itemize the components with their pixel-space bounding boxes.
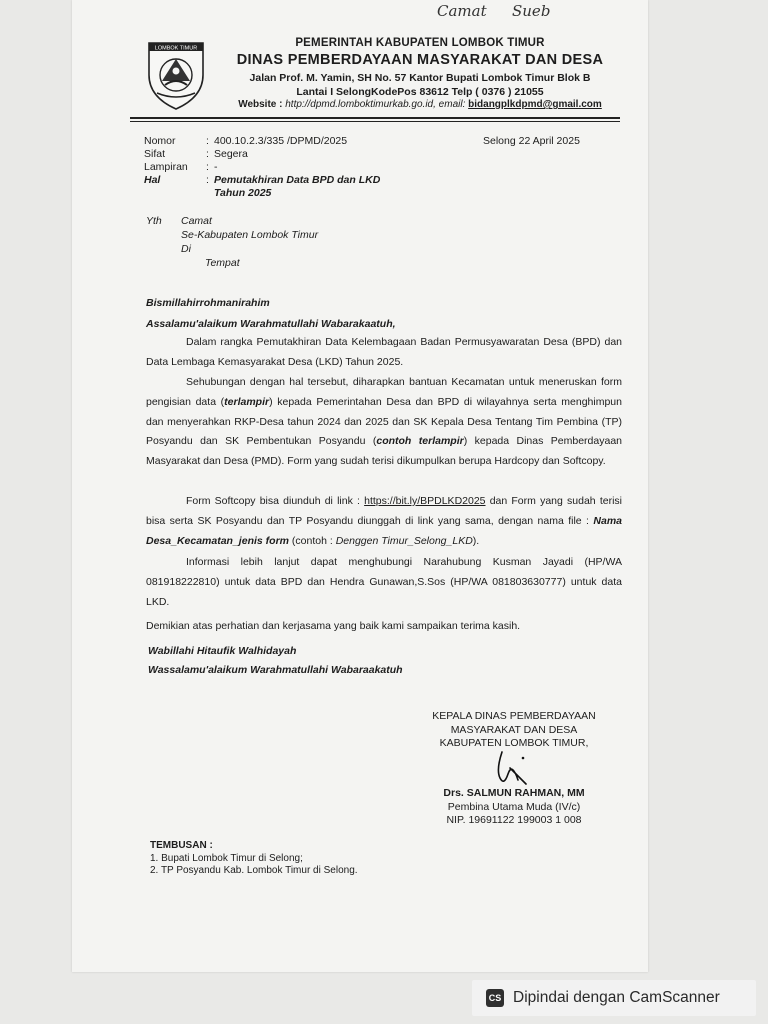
logo-text: LOMBOK TIMUR <box>154 45 198 52</box>
tembusan-title: TEMBUSAN : <box>150 840 213 851</box>
handwritten-signature <box>488 744 538 790</box>
bismillah: Bismillahirrohmanirahim <box>146 297 270 309</box>
paragraph-3-filename-example: Denggen Timur_Selong_LKD <box>335 534 473 547</box>
letterhead-postal-phone: Lantai I SelongKodePos 83612 Telp ( 0376 ) 21055 <box>296 86 544 98</box>
tembusan-item-1: 1. Bupati Lombok Timur di Selong; <box>150 852 303 864</box>
email-label: email: <box>438 99 466 110</box>
softcopy-download-link[interactable]: https://bit.ly/BPDLKD2025 <box>364 495 486 507</box>
email-address: bidangplkdpmd@gmail.com <box>468 99 602 110</box>
recipient-line2: Se-Kabupaten Lombok Timur <box>181 229 319 241</box>
handwritten-note-name: Sueb <box>512 2 551 20</box>
paragraph-4-text: Informasi lebih lanjut dapat menghubungi Narahubung Kusman Jayadi (HP/WA 081918222810) untuk data BPD dan Hendra Gunawan,S.Sos (HP/WA 081803630777) untuk data LKD. <box>146 556 622 608</box>
closing-wabillahi: Wabillahi Hitaufik Walhidayah <box>148 645 297 657</box>
sifat-colon: : <box>206 148 209 160</box>
handwritten-note-camat: Camat <box>437 2 487 20</box>
signatory-rank: Pembina Utama Muda (IV/c) <box>447 800 581 813</box>
closing-wassalamu: Wassalamu'alaikum Warahmatullahi Wabaraakatuh <box>148 664 403 676</box>
paragraph-3-text-d: (contoh : <box>289 534 336 547</box>
paragraph-2-text-c: ) kepada Pemerintahan Desa dan BPD di wilayahnya serta menghimpun dan menyerahkan RKP-Desa tahun 2024 dan 2025 dan SK Kepala Desa Tentang Tim Pembina (TP) Posyandu dan SK Pembentukan Posyandu ( <box>146 395 622 448</box>
tembusan-item-2: 2. TP Posyandu Kab. Lombok Timur di Selong. <box>150 865 358 876</box>
hal-subject-line1: Pemutakhiran Data BPD dan LKD <box>214 174 381 186</box>
sifat-label: Sifat <box>144 148 166 160</box>
paragraph-2-emphasis-terlampir: terlampir <box>224 395 270 408</box>
website-url: http://dpmd.lomboktimurkab.go.id, <box>285 99 436 110</box>
hal-subject-line2: Tahun 2025 <box>214 187 272 199</box>
recipient-yth: Yth <box>146 215 162 227</box>
nomor-colon: : <box>206 135 209 147</box>
recipient-line3: Di <box>181 243 191 255</box>
paragraph-2-emphasis-contoh: contoh terlampir <box>376 435 464 448</box>
salam-opening: Assalamu'alaikum Warahmatullahi Wabarakaatuh, <box>146 318 396 330</box>
hal-label: Hal <box>144 174 161 186</box>
paragraph-4 <box>146 553 622 612</box>
camscanner-label: Dipindai dengan CamScanner <box>513 989 720 1006</box>
paragraph-3-text-f: ). <box>472 534 480 547</box>
tembusan-block <box>150 840 358 878</box>
recipient-line1: Camat <box>181 215 212 227</box>
letterhead-government: PEMERINTAH KABUPATEN LOMBOK TIMUR <box>295 37 545 49</box>
regency-emblem-logo <box>145 35 207 111</box>
paragraph-2-text-a: Sehubungan dengan hal tersebut, diharapkan bantuan Kecamatan untuk meneruskan form pengisian data ( <box>146 376 622 408</box>
paragraph-1 <box>146 333 622 373</box>
paragraph-3-text-a: Form Softcopy bisa diunduh di link : <box>186 495 365 507</box>
letterhead-agency: DINAS PEMBERDAYAAN MASYARAKAT DAN DESA <box>236 52 604 68</box>
sifat-value: Segera <box>214 148 248 160</box>
nomor-value: 400.10.2.3/335 /DPMD/2025 <box>214 135 348 147</box>
website-label: Website : <box>238 99 283 110</box>
paragraph-3-filename-format: Nama Desa_Kecamatan_jenis form <box>146 514 622 547</box>
signature-title-line3: KABUPATEN LOMBOK TIMUR, <box>439 737 589 749</box>
paragraph-3-text-b: dan Form yang sudah terisi bisa serta SK Posyandu dan TP Posyandu diunggah di link yang sama, dengan nama file : <box>146 495 622 527</box>
letterhead-divider-thin <box>130 121 620 122</box>
paragraph-1-text: Dalam rangka Pemutakhiran Data Kelembagaan Badan Permusyawaratan Desa (BPD) dan Data Lembaga Kemasyarakat Desa (LKD) Tahun 2025. <box>146 336 622 368</box>
nomor-label: Nomor <box>144 135 176 147</box>
signatory-name: Drs. SALMUN RAHMAN, MM <box>443 787 585 799</box>
lampiran-colon: : <box>206 161 209 173</box>
paragraph-5: Demikian atas perhatian dan kerjasama yang baik kami sampaikan terima kasih. <box>146 620 521 632</box>
signatory <box>408 787 620 828</box>
signature-title-line2: MASYARAKAT DAN DESA <box>450 723 578 736</box>
lampiran-value: - <box>214 161 218 173</box>
paragraph-2 <box>146 373 622 472</box>
camscanner-watermark <box>472 980 756 1016</box>
letterhead-divider-thick <box>130 117 620 119</box>
paragraph-3 <box>146 492 622 551</box>
letterhead-contact <box>210 99 630 110</box>
recipient-line4: Tempat <box>205 257 240 269</box>
paragraph-2-text-e: ) kepada Dinas Pemberdayaan Masyarakat dan Desa (PMD). Form yang sudah terisi dikumpulkan berupa Hardcopy dan Softcopy. <box>146 435 622 468</box>
signature-title-line1: KEPALA DINAS PEMBERDAYAAN <box>432 710 596 722</box>
lampiran-label: Lampiran <box>144 161 188 173</box>
letterhead-address: Jalan Prof. M. Yamin, SH No. 57 Kantor Bupati Lombok Timur Blok B <box>249 72 591 84</box>
camscanner-icon: CS <box>486 989 504 1007</box>
letter-date: Selong 22 April 2025 <box>483 135 580 147</box>
hal-colon: : <box>206 174 209 186</box>
signatory-nip: NIP. 19691122 199003 1 008 <box>446 814 582 826</box>
